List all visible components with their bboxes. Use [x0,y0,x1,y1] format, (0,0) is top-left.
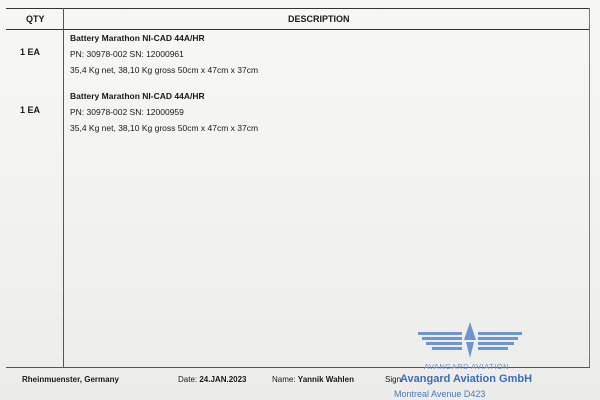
stamp-company: Avangard Aviation GmbH [400,373,533,385]
right-border [589,8,590,368]
footer-name [272,375,354,384]
sign-label: Sign: [385,375,404,384]
name-value: Yannik Wahlen [297,375,354,384]
description-header: DESCRIPTION [288,14,350,24]
company-stamp [392,318,562,400]
stamp-brand: AVANGARD AVIATION [424,362,510,371]
date-value: 24.JAN.2023 [199,375,247,384]
stamp-address: Montreal Avenue D423 [394,389,486,399]
item-pn-sn: PN: 30978-002 SN: 12000959 [70,107,184,117]
item-weight-dims: 35,4 Kg net, 38,10 Kg gross 50cm x 47cm x 37cm [70,123,259,133]
qty-header: QTY [26,14,45,24]
item-title: Battery Marathon NI-CAD 44A/HR [70,33,205,43]
table-header [6,8,590,30]
item-weight-dims: 35,4 Kg net, 38,10 Kg gross 50cm x 47cm x 37cm [70,65,259,75]
footer-date [178,375,247,384]
item-description [70,32,258,76]
date-label: Date: [178,375,198,384]
item-description [70,90,258,134]
wings-logo-icon [410,318,530,362]
column-divider [63,8,64,368]
item-title: Battery Marathon NI-CAD 44A/HR [70,91,205,101]
item-qty: 1 EA [20,47,41,57]
item-qty: 1 EA [20,105,41,115]
item-pn-sn: PN: 30978-002 SN: 12000961 [70,49,184,59]
name-label: Name: [272,375,296,384]
footer-location: Rheinmuenster, Germany [22,375,119,384]
